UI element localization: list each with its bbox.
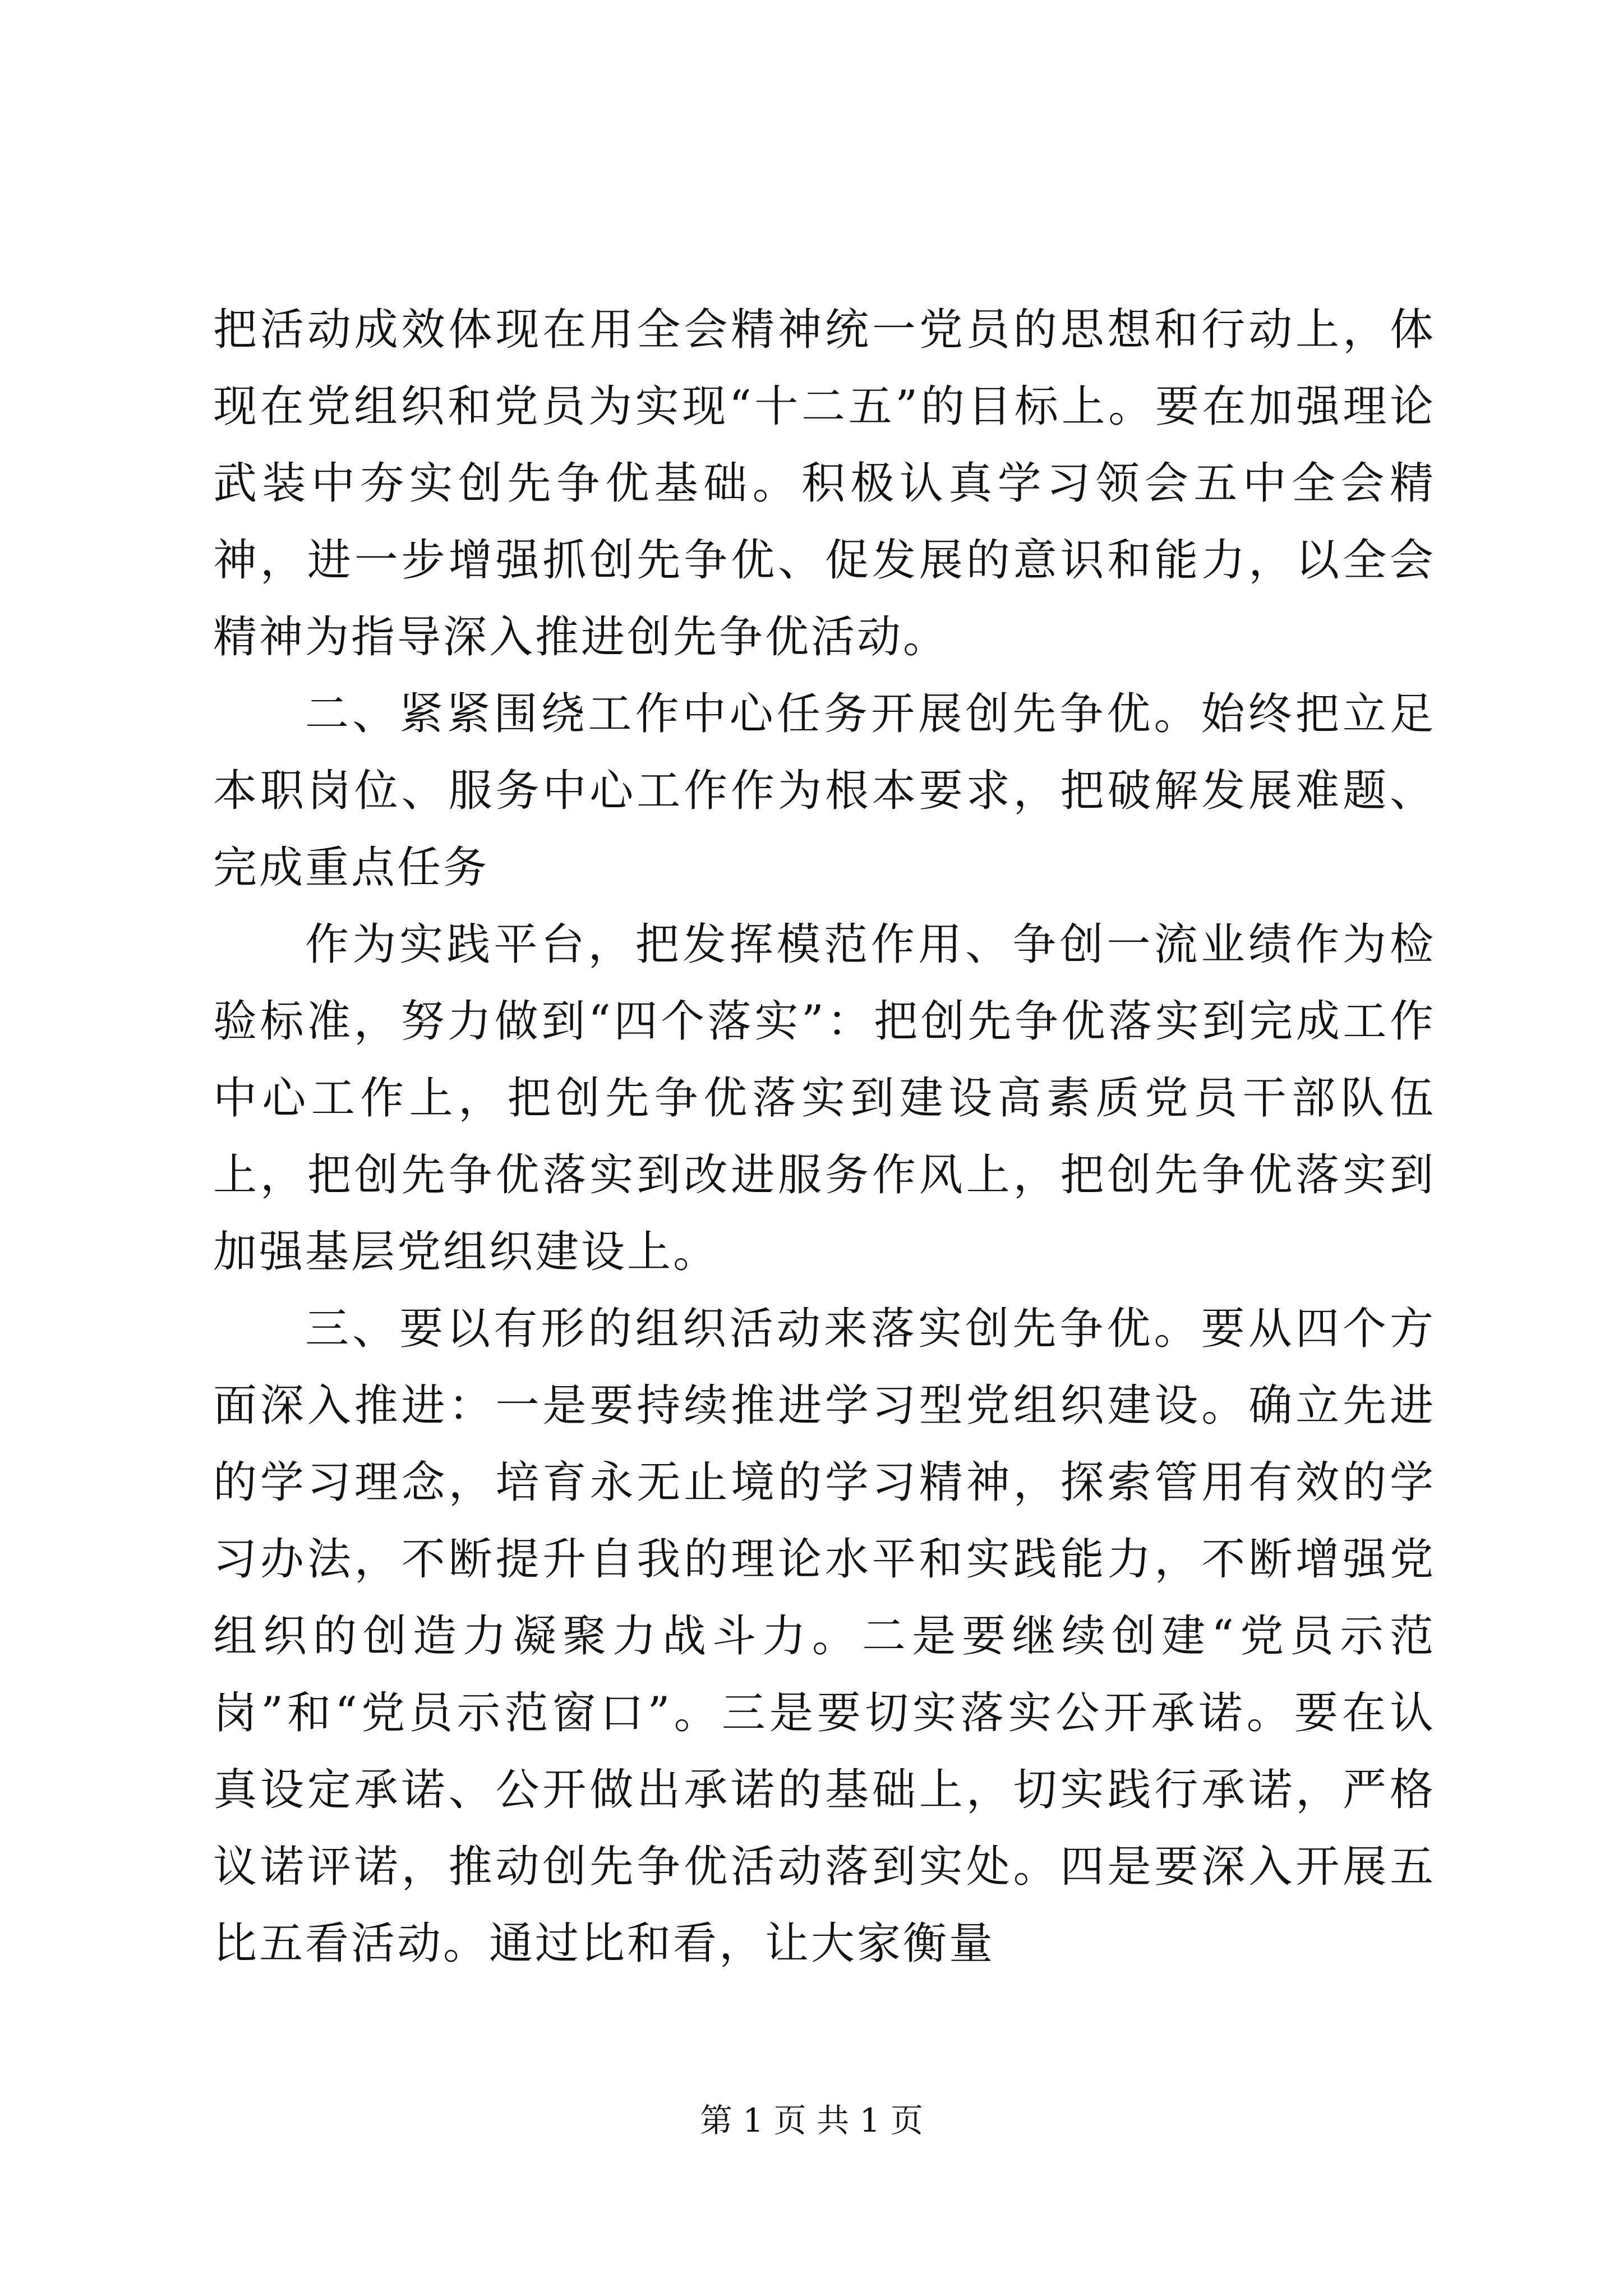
paragraph-2: 二、紧紧围绕工作中心任务开展创先争优。始终把立足本职岗位、服务中心工作作为根本要求，把破解发展难题、完成重点任务 [213,689,1436,893]
paragraph-3: 作为实践平台，把发挥模范作用、争创一流业绩作为检验标准，努力做到“四个落实”：把创先争优落实到完成工作中心工作上，把创先争优落实到建设高素质党员干部队伍上，把创先争优落实到改进服务作风上，把创先争优落实到加强基层党组织建设上。 [213,919,1436,1277]
paragraph-4: 三、要以有形的组织活动来落实创先争优。要从四个方面深入推进：一是要持续推进学习型党组织建设。确立先进的学习理念，培育永无止境的学习精神，探索管用有效的学习办法，不断提升自我的理论水平和实践能力，不断增强党组织的创造力凝聚力战斗力。二是要继续创建“党员示范岗”和“党员示范窗口”。三是要切实落实公开承诺。要在认真设定承诺、公开做出承诺的基础上，切实践行承诺，严格议诺评诺，推动创先争优活动落到实处。四是要深入开展五比五看活动。通过比和看，让大家衡量 [213,1304,1436,1969]
document-body [213,292,1436,1982]
page-footer: 第 1 页 共 1 页 [700,2101,923,2139]
paragraph-1: 把活动成效体现在用全会精神统一党员的思想和行动上，体现在党组织和党员为实现“十二五”的目标上。要在加强理论武装中夯实创先争优基础。积极认真学习领会五中全会精神，进一步增强抓创先争优、促发展的意识和能力，以全会精神为指导深入推进创先争优活动。 [213,305,1436,662]
